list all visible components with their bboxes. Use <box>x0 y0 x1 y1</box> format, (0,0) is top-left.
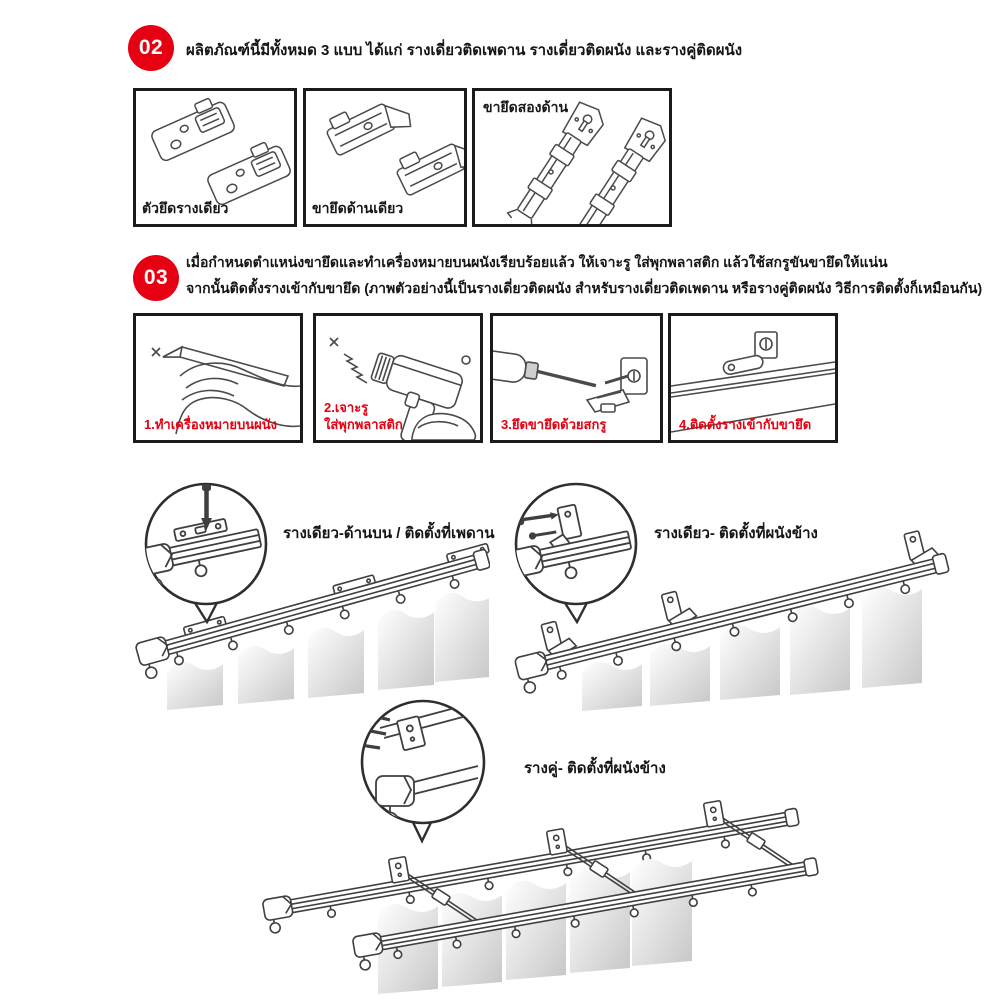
step-box-3 <box>490 313 663 443</box>
bracket-box-single-side <box>303 88 467 227</box>
section-02-heading: ผลิตภัณฑ์นี้มีทั้งหมด 3 แบบ ได้แก่ รางเดี่ยวติดเพดาน รางเดี่ยวติดผนัง และรางคู่ติดผนัง <box>186 42 743 59</box>
single-rail-ceiling-mounted-drawing <box>130 476 490 722</box>
illustration-label-wall: รางเดียว- ติดตั้งที่ผนังข้าง <box>654 525 818 542</box>
illustration-label-double: รางคู่- ติดตั้งที่ผนังข้าง <box>524 760 666 777</box>
bracket-box-double-side <box>472 88 672 227</box>
illustration-label-ceiling: รางเดียว-ด้านบน / ติดตั้งที่เพดาน <box>283 525 495 542</box>
step-caption: 4.ติดตั้งรางเข้ากับขายึด <box>679 417 812 433</box>
section-03-line1: เมื่อกำหนดตำแหน่งขายึดและทำเครื่องหมายบนผนังเรียบร้อยแล้ว ให้เจาะรู ใส่พุกพลาสติก แล้วใช้สกรูขันขายึดให้แน่น <box>186 254 888 270</box>
section-03-line2: จากนั้นติดตั้งรางเข้ากับขายึด (ภาพตัวอย่างนี้เป็นรางเดี่ยวติดผนัง สำหรับรางเดี่ยวติดเพดาน หรือรางคู่ติดผนัง วิธีการติดตั้งก็เหมือนกัน) <box>186 280 983 296</box>
step-box-2 <box>313 313 483 443</box>
bracket-box-single-rail <box>133 88 297 227</box>
badge-number: 03 <box>143 266 169 289</box>
step-caption: 3.ยึดขายึดด้วยสกรู <box>501 417 607 433</box>
step-caption-line1: 2.เจาะรู <box>324 400 369 416</box>
step-caption <box>324 400 403 434</box>
step-box-1 <box>133 313 303 443</box>
badge-number: 02 <box>138 36 164 59</box>
single-rail-wall-mounted-drawing <box>502 476 950 718</box>
step-caption-line2: ใส่พุกพลาสติก <box>324 417 403 433</box>
step-box-4 <box>668 313 838 443</box>
step-badge-02 <box>128 25 174 71</box>
double-rail-wall-mounted-drawing <box>228 694 836 1000</box>
bracket-box-label: ขายึดด้านเดียว <box>312 200 404 216</box>
bracket-box-label: ขายึดสองด้าน <box>483 99 569 115</box>
step-badge-03 <box>133 255 179 301</box>
step-caption: 1.ทำเครื่องหมายบนผนัง <box>144 417 278 433</box>
bracket-box-label: ตัวยึดรางเดียว <box>142 200 229 216</box>
